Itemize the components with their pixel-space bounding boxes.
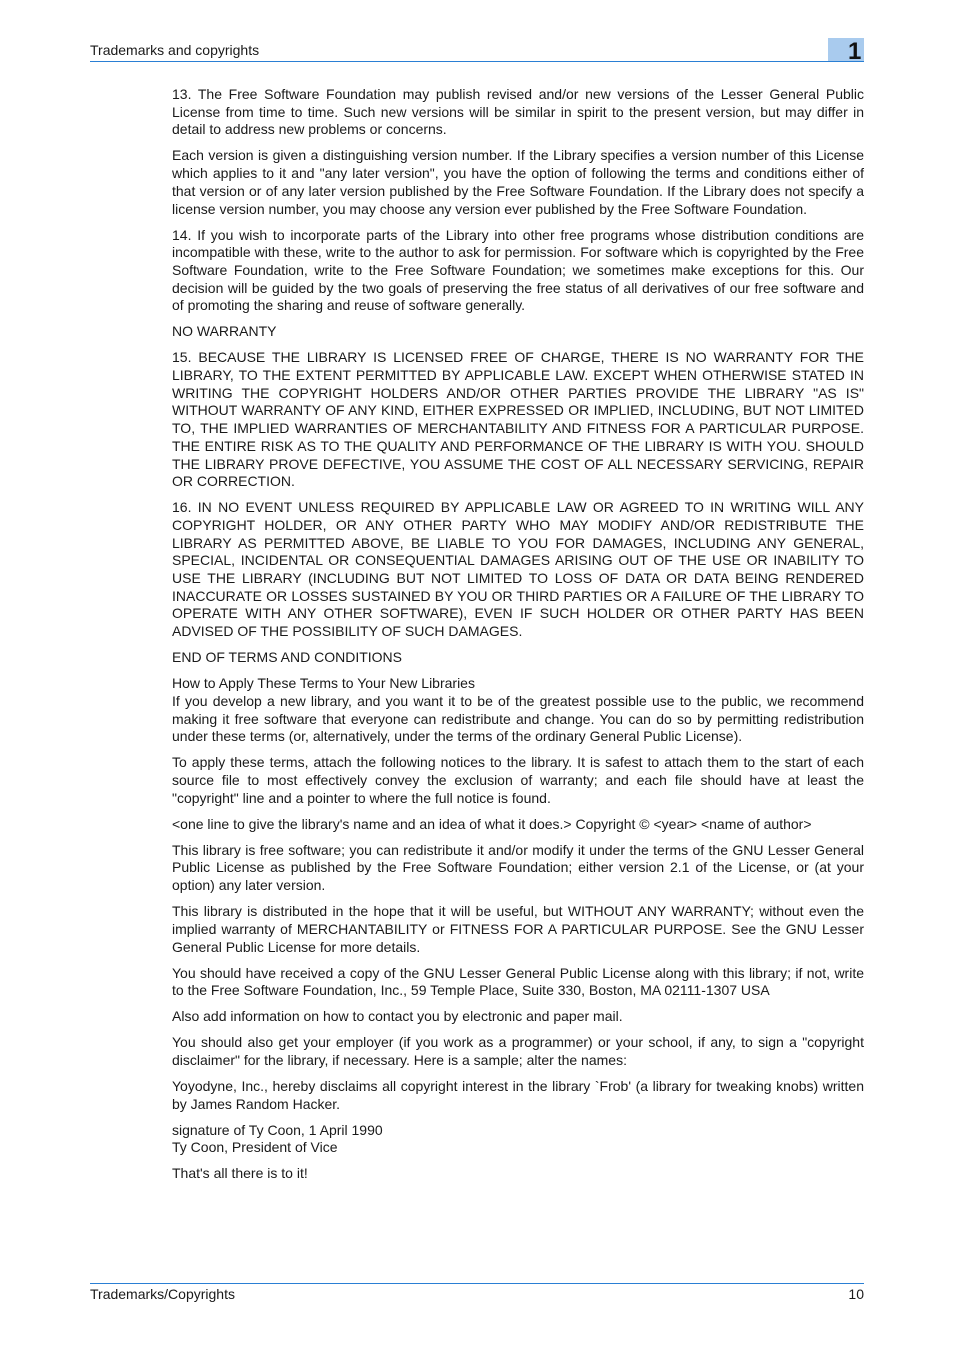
paragraph-14: 14. If you wish to incorporate parts of the Library into other free programs whose distribution conditions are incompatible with these, write to the author to ask for permission. For software which is copyrighted by the Free Software Foundation, write to the Free Software Foundation; we sometimes make exceptions for this. Our decision will be guided by the two goals of preserving the free status of all derivatives of our free software and of promoting the sharing and reuse of software generally.: [172, 226, 864, 314]
signature-block: [172, 1122, 864, 1157]
how-to-apply-heading: How to Apply These Terms to Your New Libraries: [172, 675, 475, 692]
paragraph-no-warranty-notice: This library is distributed in the hope that it will be useful, but WITHOUT ANY WARRANTY; without even the implied warranty of MERCHANTABILITY or FITNESS FOR A PARTICULAR PURPOSE. See the GNU Lesser General Public License for more details.: [172, 903, 864, 955]
paragraph-13: 13. The Free Software Foundation may publish revised and/or new versions of the Lesser General Public License from time to time. Such new versions will be similar in spirit to the present version, but may differ in detail to address new problems or concerns.: [172, 86, 864, 138]
end-of-terms: END OF TERMS AND CONDITIONS: [172, 649, 402, 666]
document-body: [172, 86, 864, 1191]
page-footer: [90, 1283, 864, 1307]
closing-line: That's all there is to it!: [172, 1165, 308, 1182]
chapter-number: 1: [848, 38, 862, 65]
chapter-tab: [828, 38, 864, 65]
header-rule: [90, 61, 864, 62]
footer-title: Trademarks/Copyrights: [90, 1286, 235, 1302]
paragraph-received-copy: You should have received a copy of the GNU Lesser General Public License along with this library; if not, write to the Free Software Foundation, Inc., 59 Temple Place, Suite 330, Boston, MA 02111-1307 USA: [172, 964, 864, 999]
paragraph-free-software: This library is free software; you can redistribute it and/or modify it under the terms of the GNU Lesser General Public License as published by the Free Software Foundation; either version 2.1 of the License, or (at your option) any later version.: [172, 841, 864, 894]
header-title: Trademarks and copyrights: [90, 42, 260, 58]
how-to-apply-section: [172, 675, 864, 746]
paragraph-attach-notices: To apply these terms, attach the following notices to the library. It is safest to attach them to the start of each source file to most effectively convey the exclusion of warranty; and each file should have at least the "copyright" line and a pointer to where the full notice is found.: [172, 754, 864, 806]
paragraph-yoyodyne-sample: Yoyodyne, Inc., hereby disclaims all copyright interest in the library `Frob' (a library for tweaking knobs) written by James Random Hacker.: [172, 1077, 864, 1112]
paragraph-copyright-line: <one line to give the library's name and an idea of what it does.> Copyright © <year> <name of author>: [172, 815, 812, 832]
signature-line: signature of Ty Coon, 1 April 1990: [172, 1121, 383, 1138]
heading-no-warranty: NO WARRANTY: [172, 323, 277, 340]
page-number: 10: [848, 1286, 864, 1302]
page-header: [90, 40, 864, 64]
paragraph-16: 16. IN NO EVENT UNLESS REQUIRED BY APPLICABLE LAW OR AGREED TO IN WRITING WILL ANY COPYRIGHT HOLDER, OR ANY OTHER PARTY WHO MAY MODIFY AND/OR REDISTRIBUTE THE LIBRARY AS PERMITTED ABOVE, BE LIABLE TO YOU FOR DAMAGES, INCLUDING ANY GENERAL, SPECIAL, INCIDENTAL OR CONSEQUENTIAL DAMAGES ARISING OUT OF THE USE OR INABILITY TO USE THE LIBRARY (INCLUDING BUT NOT LIMITED TO LOSS OF DATA OR DATA BEING RENDERED INACCURATE OR LOSSES SUSTAINED BY YOU OR THIRD PARTIES OR A FAILURE OF THE LIBRARY TO OPERATE WITH ANY OTHER SOFTWARE), EVEN IF SUCH HOLDER OR OTHER PARTY HAS BEEN ADVISED OF THE POSSIBILITY OF SUCH DAMAGES.: [172, 499, 864, 640]
how-to-apply-text: If you develop a new library, and you want it to be of the greatest possible use to the public, we recommend making it free software that everyone can redistribute and change. You can do so by permitting redistribution under these terms (or, alternatively, under the terms of the ordinary General Public License).: [172, 692, 864, 745]
paragraph-employer-disclaimer: You should also get your employer (if you work as a programmer) or your school, if any, to sign a "copyright disclaimer" for the library, if necessary. Here is a sample; alter the names:: [172, 1034, 864, 1068]
paragraph-version-numbers: Each version is given a distinguishing version number. If the Library specifies a version number of this License which applies to it and "any later version", you have the option of following the terms and conditions either of that version or of any later version published by the Free Software Foundation. If the Library does not specify a license version number, you may choose any version ever published by the Free Software Foundation.: [172, 147, 864, 217]
signature-title: Ty Coon, President of Vice: [172, 1139, 338, 1156]
paragraph-15: 15. BECAUSE THE LIBRARY IS LICENSED FREE OF CHARGE, THERE IS NO WARRANTY FOR THE LIBRARY, TO THE EXTENT PERMITTED BY APPLICABLE LAW. EXCEPT WHEN OTHERWISE STATED IN WRITING THE COPYRIGHT HOLDERS AND/OR OTHER PARTIES PROVIDE THE LIBRARY "AS IS" WITHOUT WARRANTY OF ANY KIND, EITHER EXPRESSED OR IMPLIED, INCLUDING, BUT NOT LIMITED TO, THE IMPLIED WARRANTIES OF MERCHANTABILITY AND FITNESS FOR A PARTICULAR PURPOSE. THE ENTIRE RISK AS TO THE QUALITY AND PERFORMANCE OF THE LIBRARY IS WITH YOU. SHOULD THE LIBRARY PROVE DEFECTIVE, YOU ASSUME THE COST OF ALL NECESSARY SERVICING, REPAIR OR CORRECTION.: [172, 349, 864, 490]
paragraph-contact-info: Also add information on how to contact you by electronic and paper mail.: [172, 1008, 623, 1025]
footer-rule: [90, 1283, 864, 1284]
